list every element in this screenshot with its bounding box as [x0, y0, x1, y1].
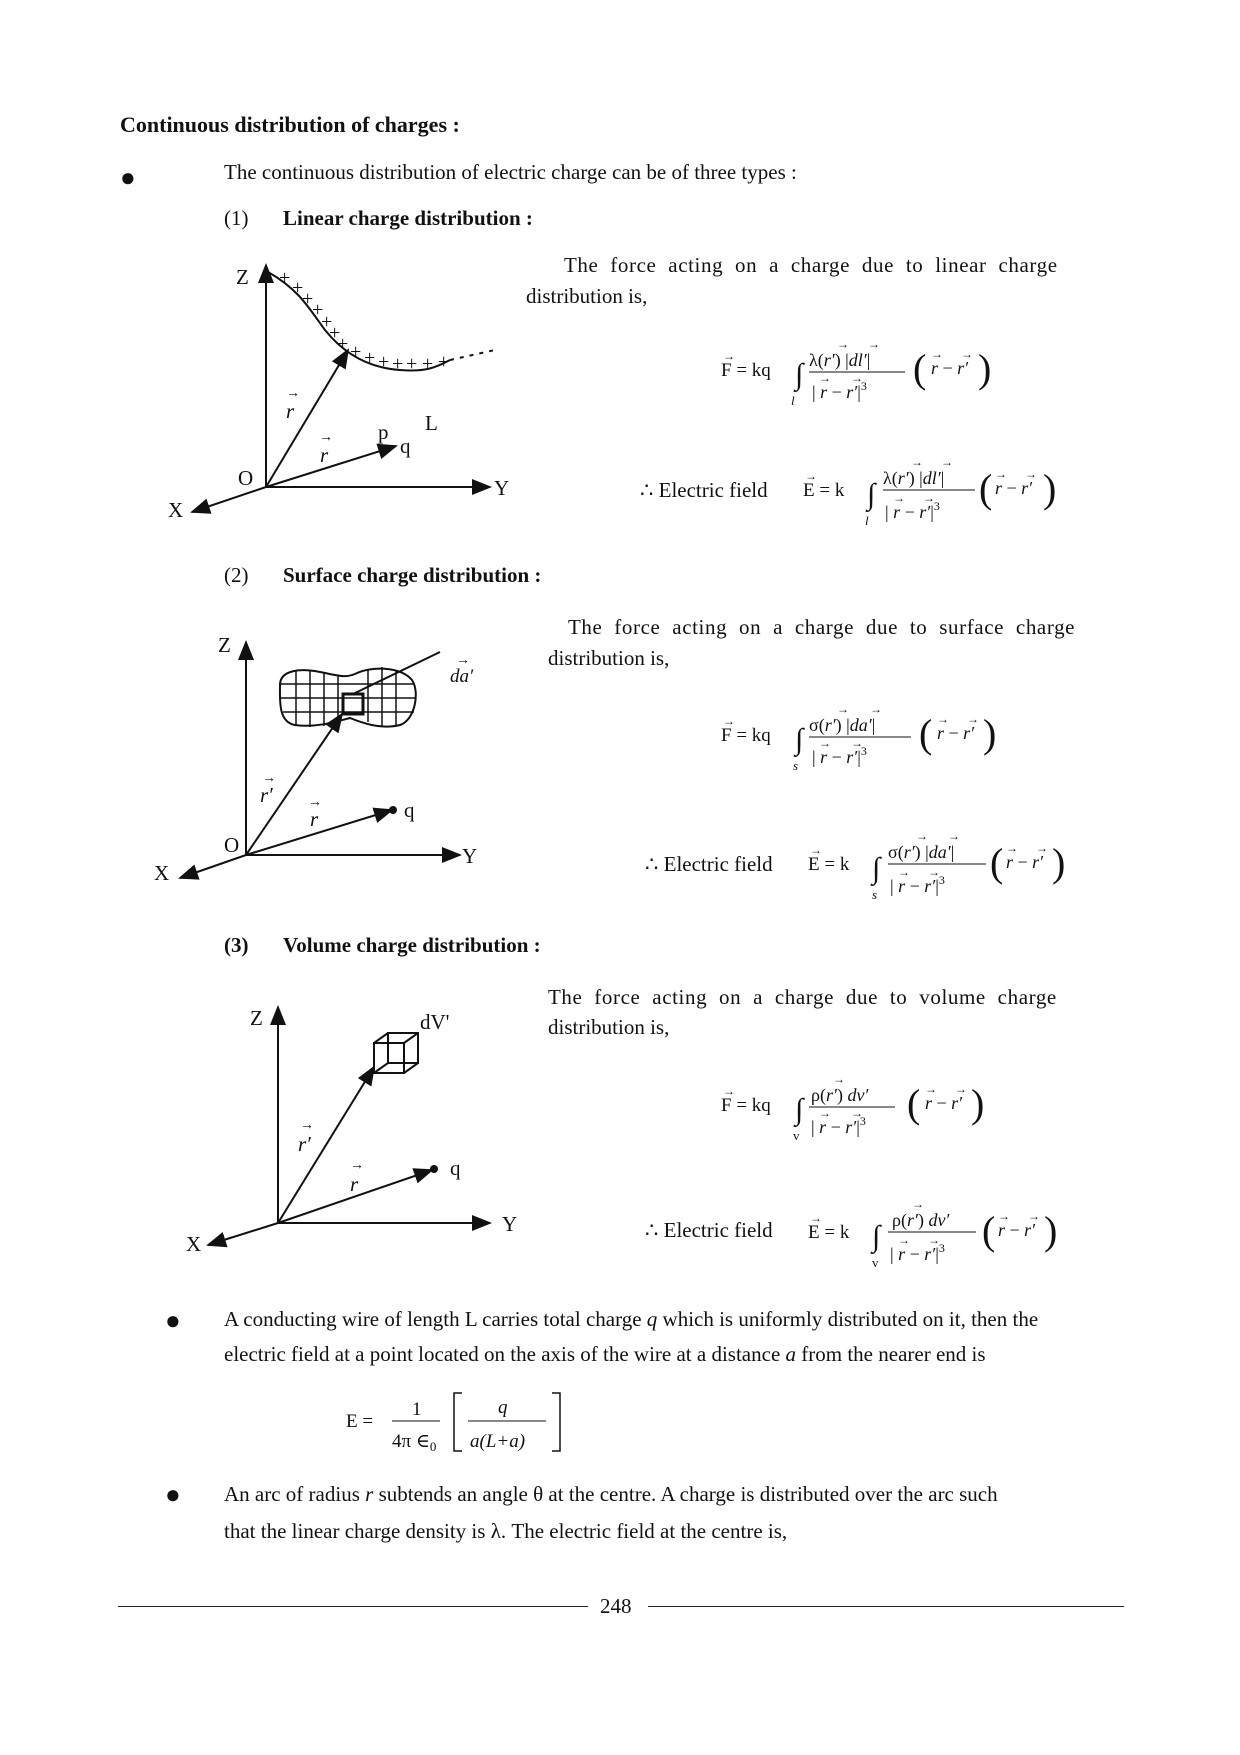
z-label: Z	[218, 633, 231, 657]
y-label: Y	[494, 476, 510, 500]
svg-text:→: →	[898, 1233, 910, 1247]
svg-text:q: q	[498, 1397, 508, 1418]
svg-text:v: v	[872, 1255, 879, 1270]
linear-text-line2: distribution is,	[526, 284, 648, 308]
surface-title: Surface charge distribution :	[283, 563, 542, 587]
curve-continuation	[450, 350, 495, 360]
r-label: r	[350, 1172, 359, 1196]
svg-text:| r − r′|3: | $r - r'|^3$	[885, 499, 940, 522]
section-title: Continuous distribution of charges :	[120, 112, 460, 137]
svg-text:(: (	[919, 711, 933, 756]
svg-text:→: →	[1036, 841, 1048, 855]
origin-label: O	[238, 466, 254, 490]
wire-text: A conducting wire of length L carries total charge q which is uniformly distributed on it, then the electric field at a point located on the axis of the wire at a distance a from the nearer end is	[224, 1307, 1039, 1366]
svg-text:→: →	[837, 702, 849, 716]
svg-text:1: 1	[412, 1399, 422, 1420]
y-label: Y	[462, 844, 478, 868]
svg-text:→: →	[350, 1158, 364, 1173]
svg-text:r − r′: r − r′	[925, 1093, 963, 1113]
wire-field-equation	[340, 1385, 580, 1460]
p-label: p	[378, 420, 389, 444]
linear-field-label: ∴ Electric field	[640, 478, 768, 502]
intro-text: The continuous distribution of electric charge can be of three types :	[224, 160, 797, 184]
bullet: ●	[120, 163, 136, 192]
force-lhs: F = kq	[721, 360, 771, 381]
svg-text:→: →	[928, 865, 940, 879]
footer-rule-left	[118, 1606, 588, 1607]
svg-text:→: →	[931, 347, 943, 361]
svg-text:(: (	[979, 466, 993, 511]
svg-text:→: →	[941, 455, 953, 469]
arc-text: An arc of radius r subtends an angle θ at the centre. A charge is distributed over the arc such that the linear charge density is λ. The electric field at the centre is,	[224, 1482, 998, 1543]
svg-text:→: →	[805, 469, 817, 483]
svg-text:l: l	[791, 393, 795, 408]
svg-text:→: →	[868, 337, 880, 351]
q-label: q	[450, 1156, 461, 1180]
svg-text:→: →	[925, 1082, 937, 1096]
svg-text:→: →	[961, 347, 973, 361]
svg-text:): )	[971, 1081, 985, 1126]
svg-text:l: l	[865, 513, 869, 528]
svg-text:| r − r′|3: | $r - r'|^3$	[890, 1241, 945, 1264]
linear-field-equation	[795, 446, 1075, 536]
svg-text:4π ∈0: 4π $\in_0$	[392, 1431, 437, 1454]
svg-text:→: →	[723, 1084, 735, 1098]
svg-text:→: →	[851, 371, 863, 385]
svg-text:σ(r′) |da′|: σ(r′) |da′|	[888, 842, 955, 862]
svg-text:ρ(r′) dv′: ρ(r′) dv′	[811, 1085, 869, 1105]
svg-text:→: →	[456, 653, 470, 668]
svg-text:→: →	[723, 714, 735, 728]
svg-text:): )	[978, 346, 992, 391]
r-prime-label: r	[286, 399, 295, 423]
svg-text:| r − r′|3: | $r - r'|^3$	[812, 379, 867, 402]
svg-text:→: →	[967, 712, 979, 726]
svg-text:v: v	[793, 1128, 800, 1143]
z-label: Z	[236, 265, 249, 289]
r-prime-vector	[266, 350, 348, 487]
area-element	[343, 694, 363, 714]
svg-text:s: s	[793, 758, 799, 773]
surface-charge-figure	[150, 630, 510, 890]
linear-charge-figure	[160, 250, 520, 530]
x-label: X	[186, 1232, 202, 1256]
svg-text:a(L+a): a(L+a)	[470, 1431, 526, 1452]
r-label: r	[310, 807, 319, 831]
svg-text:F = kq: F = kq	[721, 1095, 771, 1116]
svg-text:→: →	[262, 771, 276, 786]
svg-text:→: →	[923, 491, 935, 505]
svg-text:(: (	[913, 346, 927, 391]
svg-text:E = k: E = k	[808, 1222, 850, 1243]
svg-text:→: →	[995, 467, 1007, 481]
svg-text:→: →	[819, 1106, 831, 1120]
svg-text:→: →	[851, 736, 863, 750]
svg-text:→: →	[819, 371, 831, 385]
svg-text:| r − r′|3: | $r - r'|^3$	[812, 744, 867, 767]
svg-text:→: →	[723, 349, 735, 363]
svg-text:| r − r′|3: | $r - r'|^3$	[811, 1114, 866, 1137]
x-axis	[192, 487, 266, 512]
page-number: 248	[600, 1594, 632, 1618]
svg-text:→: →	[1006, 841, 1018, 855]
svg-text:→: →	[916, 829, 928, 843]
r-vector	[266, 446, 396, 487]
x-label: X	[154, 861, 170, 885]
r-prime-label: r′	[298, 1132, 311, 1156]
linear-force-equation	[715, 330, 1015, 410]
bullet: ●	[165, 1480, 181, 1509]
surface-field-label: ∴ Electric field	[645, 852, 773, 876]
svg-text:→: →	[308, 795, 322, 810]
r-prime-label: r′	[260, 783, 273, 807]
svg-text:s: s	[872, 887, 878, 902]
svg-text:(: (	[982, 1208, 996, 1253]
svg-text:): )	[1043, 466, 1057, 511]
svg-text:→: →	[893, 491, 905, 505]
volume-text-line2: distribution is,	[548, 1015, 670, 1039]
svg-text:r − r′: r − r′	[937, 723, 975, 743]
svg-text:r − r′: r − r′	[995, 478, 1033, 498]
q-label: q	[400, 434, 411, 458]
field-lhs: E = k	[803, 480, 845, 501]
y-label: Y	[502, 1212, 518, 1236]
volume-number: (3)	[224, 933, 249, 957]
volume-charge-figure	[160, 995, 520, 1265]
svg-text:→: →	[819, 736, 831, 750]
da-label: da′	[450, 666, 474, 687]
svg-text:(: (	[907, 1081, 921, 1126]
svg-text:F = kq: F = kq	[721, 725, 771, 746]
svg-text:): )	[1052, 840, 1066, 885]
volume-cube	[374, 1033, 418, 1073]
volume-field-equation	[800, 1188, 1080, 1278]
svg-text:(: (	[990, 840, 1004, 885]
svg-text:r − r′: r − r′	[1006, 852, 1044, 872]
surface-field-equation	[800, 820, 1080, 910]
svg-text:→: →	[810, 1211, 822, 1225]
surface-number: (2)	[224, 563, 249, 587]
dv-label: dV'	[420, 1010, 450, 1034]
svg-text:→: →	[851, 1106, 863, 1120]
svg-text:∫: ∫	[872, 852, 881, 885]
svg-text:): )	[1044, 1208, 1058, 1253]
svg-text:∫: ∫	[795, 358, 804, 391]
volume-text-line1: The force acting on a charge due to volume charge	[548, 985, 1057, 1009]
volume-field-label: ∴ Electric field	[645, 1218, 773, 1242]
plus-signs: ++++ ++++ + + + + + +	[279, 267, 450, 375]
svg-text:→: →	[1028, 1209, 1040, 1223]
svg-text:λ(r′) |dl′|: λ(r′) |dl′|	[809, 350, 871, 370]
volume-title: Volume charge distribution :	[283, 933, 541, 957]
linear-number: (1)	[224, 206, 249, 230]
svg-text:→: →	[937, 712, 949, 726]
svg-text:E = k: E = k	[808, 854, 850, 875]
svg-text:r − r′: r − r′	[931, 358, 969, 378]
svg-text:→: →	[286, 386, 300, 401]
r-label: r	[320, 443, 329, 467]
svg-text:→: →	[912, 1197, 924, 1211]
svg-text:→: →	[955, 1082, 967, 1096]
svg-text:→: →	[837, 337, 849, 351]
q-label: q	[404, 798, 415, 822]
volume-force-equation	[715, 1065, 1015, 1145]
x-label: X	[168, 498, 184, 522]
surface-text-line1: The force acting on a charge due to surface charge	[568, 615, 1076, 639]
svg-text:→: →	[998, 1209, 1010, 1223]
svg-text:→: →	[928, 1233, 940, 1247]
z-label: Z	[250, 1006, 263, 1030]
svg-text:ρ(r′) dv′: ρ(r′) dv′	[892, 1210, 950, 1230]
svg-text:∫: ∫	[795, 723, 804, 756]
svg-text:∫: ∫	[872, 1220, 881, 1253]
footer-rule-right	[648, 1606, 1124, 1607]
svg-text:r − r′: r − r′	[998, 1220, 1036, 1240]
svg-text:→: →	[319, 430, 333, 445]
svg-text:→: →	[300, 1118, 314, 1133]
surface-force-equation	[715, 695, 1015, 775]
bullet: ●	[165, 1306, 181, 1335]
linear-title: Linear charge distribution :	[283, 206, 533, 230]
surface-text-line2: distribution is,	[548, 646, 670, 670]
svg-text:| r − r′|3: | $r - r'|^3$	[890, 873, 945, 896]
svg-text:→: →	[948, 829, 960, 843]
svg-text:→: →	[810, 843, 822, 857]
origin-label: O	[224, 833, 240, 857]
linear-text-line1: The force acting on a charge due to linear charge	[564, 253, 1058, 277]
l-label: L	[425, 411, 438, 435]
svg-text:σ(r′) |da′|: σ(r′) |da′|	[809, 715, 876, 735]
svg-text:): )	[983, 711, 997, 756]
svg-text:∫: ∫	[867, 478, 876, 511]
svg-text:→: →	[870, 702, 882, 716]
svg-text:E =: E =	[346, 1411, 374, 1432]
svg-text:→: →	[833, 1072, 845, 1086]
svg-text:∫: ∫	[795, 1093, 804, 1126]
svg-text:→: →	[1025, 467, 1037, 481]
svg-text:→: →	[911, 455, 923, 469]
svg-text:→: →	[898, 865, 910, 879]
svg-text:λ(r′) |dl′|: λ(r′) |dl′|	[883, 468, 945, 488]
